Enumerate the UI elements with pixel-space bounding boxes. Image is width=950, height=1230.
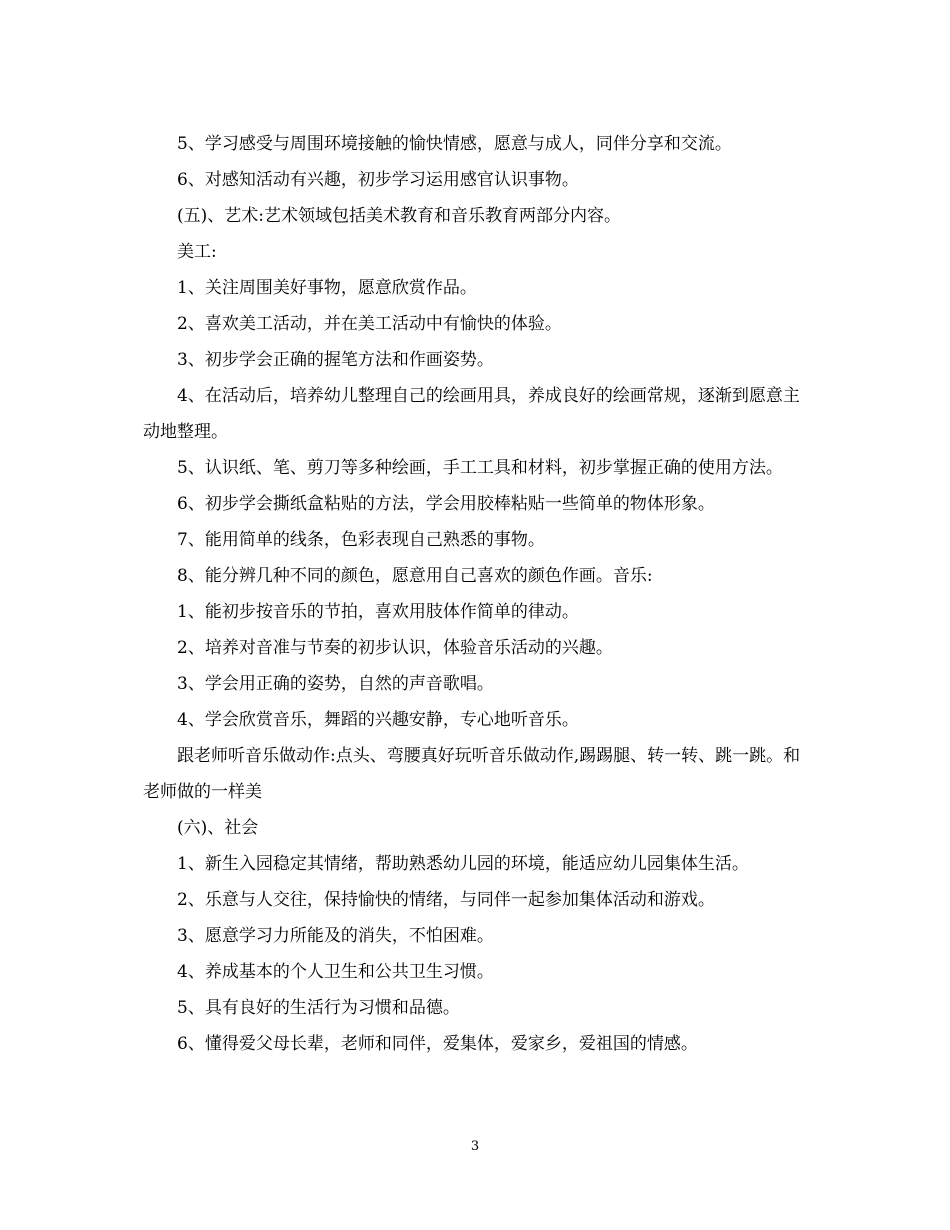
subsection-heading: 美工: — [177, 242, 217, 262]
paragraph: 2、喜欢美工活动，并在美工活动中有愉快的体验。 — [177, 314, 562, 334]
paragraph: 6、初步学会撕纸盒粘贴的方法，学会用胶棒粘贴一些简单的物体形象。 — [177, 494, 715, 514]
paragraph: 5、具有良好的生活行为习惯和品德。 — [177, 998, 460, 1018]
paragraph: 1、关注周围美好事物，愿意欣赏作品。 — [177, 278, 477, 298]
paragraph: 4、学会欣赏音乐，舞蹈的兴趣安静，专心地听音乐。 — [177, 710, 579, 730]
paragraph: 4、养成基本的个人卫生和公共卫生习惯。 — [177, 962, 494, 982]
paragraph: 3、学会用正确的姿势，自然的声音歌唱。 — [177, 674, 494, 694]
paragraph: 3、愿意学习力所能及的消失，不怕困难。 — [177, 926, 494, 946]
paragraph: 3、初步学会正确的握笔方法和作画姿势。 — [177, 350, 494, 370]
paragraph: 2、培养对音准与节奏的初步认识，体验音乐活动的兴趣。 — [177, 638, 613, 658]
paragraph: 7、能用简单的线条，色彩表现自己熟悉的事物。 — [177, 530, 545, 550]
section-heading: (五)、艺术:艺术领域包括美术教育和音乐教育两部分内容。 — [177, 206, 621, 226]
paragraph: 1、能初步按音乐的节拍，喜欢用肢体作简单的律动。 — [177, 602, 579, 622]
paragraph: 2、乐意与人交往，保持愉快的情绪，与同伴一起参加集体活动和游戏。 — [177, 890, 715, 910]
paragraph: 4、在活动后，培养幼儿整理自己的绘画用具，养成良好的绘画常规，逐渐到愿意主动地整理。 — [143, 386, 800, 442]
section-heading: (六)、社会 — [177, 818, 259, 838]
paragraph: 6、懂得爱父母长辈，老师和同伴，爱集体，爱家乡，爱祖国的情感。 — [177, 1034, 698, 1054]
paragraph: 6、对感知活动有兴趣，初步学习运用感官认识事物。 — [177, 170, 579, 190]
paragraph: 跟老师听音乐做动作:点头、弯腰真好玩听音乐做动作,踢踢腿、转一转、跳一跳。和老师做的一样美 — [143, 746, 801, 802]
document-body — [143, 126, 808, 1062]
page-number: 3 — [470, 1139, 480, 1154]
paragraph: 5、学习感受与周围环境接触的愉快情感，愿意与成人，同伴分享和交流。 — [177, 134, 732, 154]
paragraph: 8、能分辨几种不同的颜色，愿意用自己喜欢的颜色作画。音乐: — [177, 566, 653, 586]
paragraph: 5、认识纸、笔、剪刀等多种绘画，手工工具和材料，初步掌握正确的使用方法。 — [177, 458, 783, 478]
paragraph: 1、新生入园稳定其情绪，帮助熟悉幼儿园的环境，能适应幼儿园集体生活。 — [177, 854, 749, 874]
